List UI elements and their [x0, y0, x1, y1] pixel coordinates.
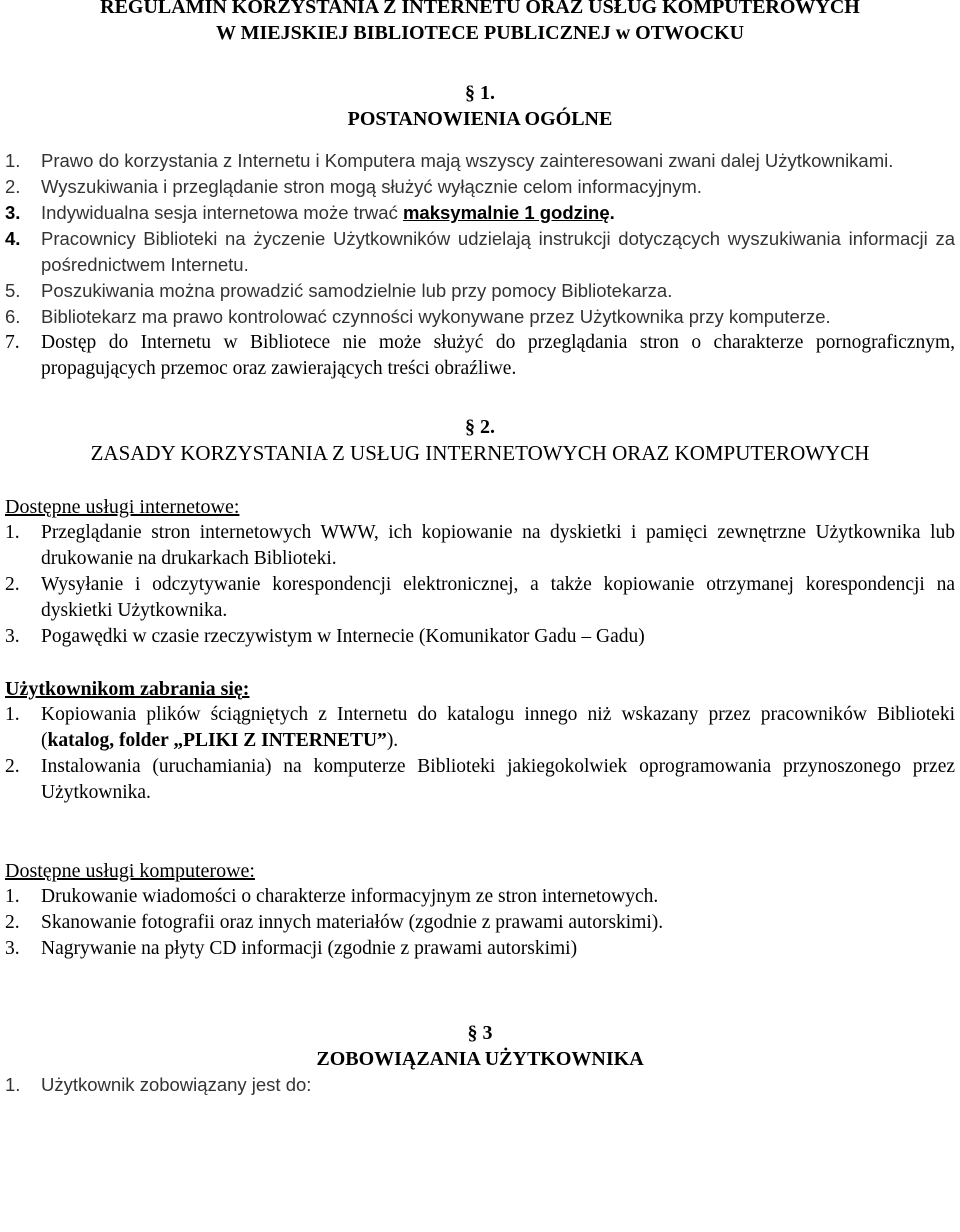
item-text: Wysyłanie i odczytywanie korespondencji elektronicznej, a także kopiowanie otrzymanej korespondencji na dyskietki Użytkownika. [41, 574, 955, 621]
item-number: 1. [5, 150, 21, 171]
list-item [5, 330, 955, 382]
list-item [5, 520, 955, 572]
item-number: 1. [5, 704, 20, 725]
section-3-heading: ZOBOWIĄZANIA UŻYTKOWNIKA [316, 1048, 644, 1070]
forbidden-subheading: Użytkownikom zabrania się: [5, 678, 250, 700]
item-number: 5. [5, 280, 21, 301]
item-number: 3. [5, 626, 20, 647]
list-item [5, 754, 955, 806]
item-number: 1. [5, 886, 20, 907]
list-item [5, 624, 955, 650]
folder-name-emphasis: katalog, folder „PLIKI Z INTERNETU” [47, 730, 387, 751]
item-text: Instalowania (uruchamiania) na komputerze Biblioteki jakiegokolwiek oprogramowania przynoszonego przez Użytkownika. [41, 756, 955, 803]
item-text-part: Indywidualna sesja internetowa może trwać [41, 202, 403, 223]
list-item [5, 304, 955, 330]
internet-services-list [5, 520, 955, 650]
section-3-number: § 3 [467, 1022, 493, 1044]
list-item [5, 1072, 955, 1098]
item-number: 3. [5, 938, 20, 959]
item-number: 2. [5, 574, 20, 595]
max-time-emphasis: maksymalnie 1 godzinę [402, 202, 610, 223]
list-item [5, 278, 955, 304]
item-number: 3. [5, 202, 21, 223]
list-item [5, 702, 955, 754]
item-text: Dostęp do Internetu w Bibliotece nie może służyć do przeglądania stron o charakterze pornograficznym, propagujących przemoc oraz zawierających treści obraźliwe. [41, 332, 955, 379]
section-1-number: § 1. [465, 82, 495, 104]
item-number: 2. [5, 176, 21, 197]
list-item [5, 936, 955, 962]
document-page [5, 0, 955, 1098]
item-text: Bibliotekarz ma prawo kontrolować czynności wykonywane przez Użytkownika przy komputerze. [41, 306, 831, 327]
item-text-part: . [609, 202, 615, 223]
item-text [41, 702, 955, 754]
section-2-number: § 2. [465, 416, 495, 438]
item-text [41, 200, 955, 226]
item-number: 2. [5, 756, 20, 777]
item-text: Użytkownik zobowiązany jest do: [41, 1074, 312, 1095]
list-item [5, 200, 955, 226]
document-title-line-1: REGULAMIN KORZYSTANIA Z INTERNETU ORAZ USŁUG KOMPUTEROWYCH [100, 0, 860, 18]
item-text: Poszukiwania można prowadzić samodzielnie lub przy pomocy Bibliotekarza. [41, 280, 673, 301]
list-item [5, 174, 955, 200]
list-item [5, 910, 955, 936]
item-text: Pracownicy Biblioteki na życzenie Użytkowników udzielają instrukcji dotyczących wyszukiwania informacji za pośrednictwem Internetu. [41, 228, 955, 275]
item-text-part: ). [386, 730, 399, 751]
item-number: 6. [5, 306, 21, 327]
item-number: 1. [5, 1074, 21, 1095]
section-3-list [5, 1072, 955, 1098]
list-item [5, 572, 955, 624]
internet-services-subheading: Dostępne usługi internetowe: [5, 496, 240, 518]
list-item [5, 226, 955, 278]
section-1-list [5, 148, 955, 382]
document-title-line-2: W MIEJSKIEJ BIBLIOTECE PUBLICZNEJ w OTWOCKU [215, 22, 745, 44]
section-1-heading: POSTANOWIENIA OGÓLNE [347, 108, 613, 130]
item-text: Prawo do korzystania z Internetu i Komputera mają wszyscy zainteresowani zwani dalej Użytkownikami. [41, 150, 894, 171]
item-text: Nagrywanie na płyty CD informacji (zgodnie z prawami autorskimi) [41, 938, 578, 959]
list-item [5, 884, 955, 910]
item-number: 4. [5, 228, 21, 249]
item-number: 1. [5, 522, 20, 543]
item-text-part: Kopiowania plików ściągniętych z Internetu do katalogu innego niż wskazany przez pracowników Biblioteki ( [41, 704, 955, 751]
item-text: Wyszukiwania i przeglądanie stron mogą służyć wyłącznie celom informacyjnym. [41, 176, 702, 197]
item-number: 7. [5, 332, 20, 353]
item-text: Drukowanie wiadomości o charakterze informacyjnym ze stron internetowych. [41, 886, 659, 907]
forbidden-list [5, 702, 955, 806]
item-text: Przeglądanie stron internetowych WWW, ich kopiowanie na dyskietki i pamięci zewnętrzne Użytkownika lub drukowanie na drukarkach Biblioteki. [41, 522, 955, 569]
list-item [5, 148, 955, 174]
computer-services-list [5, 884, 955, 962]
item-text: Skanowanie fotografii oraz innych materiałów (zgodnie z prawami autorskimi). [41, 912, 664, 933]
item-text: Pogawędki w czasie rzeczywistym w Internecie (Komunikator Gadu – Gadu) [41, 626, 645, 647]
computer-services-subheading: Dostępne usługi komputerowe: [5, 860, 255, 882]
section-2-heading: ZASADY KORZYSTANIA Z USŁUG INTERNETOWYCH ORAZ KOMPUTEROWYCH [90, 441, 870, 465]
item-number: 2. [5, 912, 20, 933]
